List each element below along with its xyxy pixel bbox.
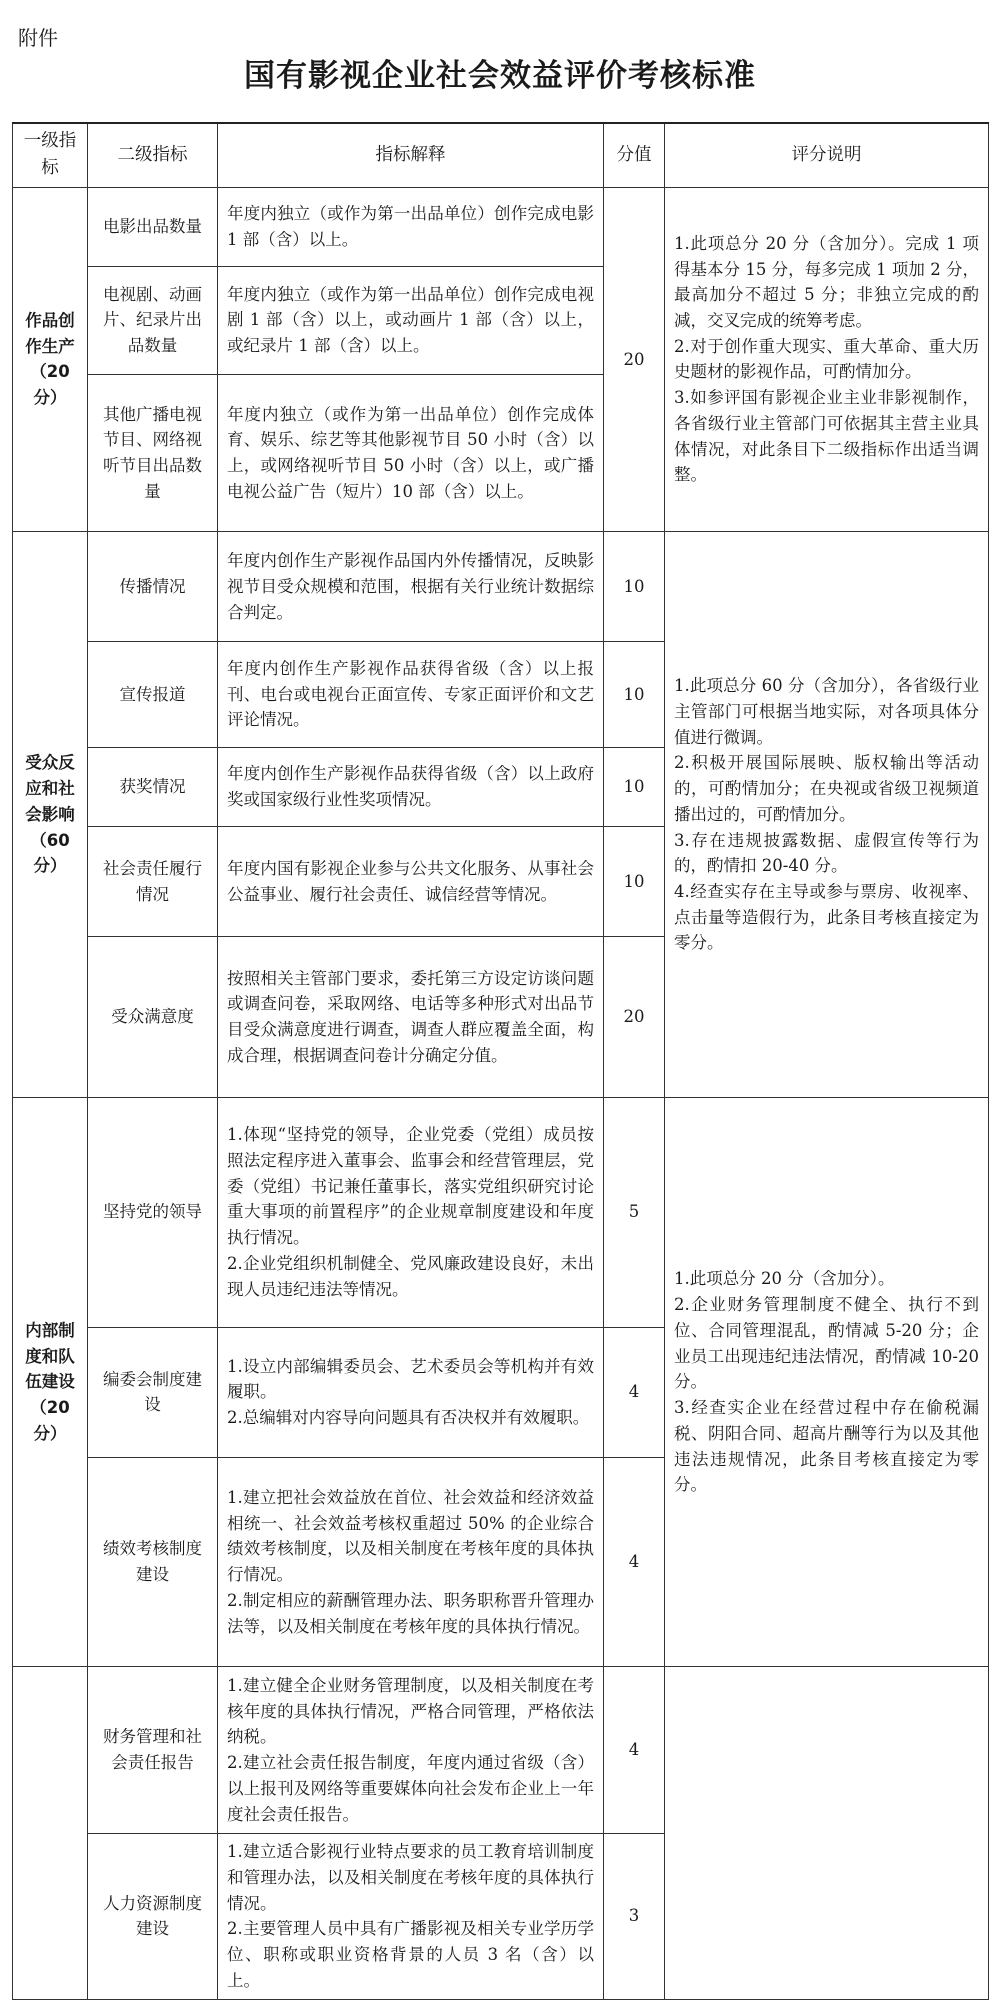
indicator-explanation xyxy=(218,827,604,937)
indicator-name: 其他广播电视节目、网络视听节目出品数量 xyxy=(88,374,218,532)
category-name: 受众反应和社会影响 xyxy=(25,753,75,824)
score-cell: 3 xyxy=(604,1833,665,1999)
scoring-notes-empty xyxy=(665,1667,989,2000)
note-line: 2.对于创作重大现实、重大革命、重大历史题材的影视作品，可酌情加分。 xyxy=(674,336,979,382)
explanation-line: 1.体现“坚持党的领导，企业党委（党组）成员按照法定程序进入董事会、监事会和经营管理层，党委（党组）书记兼任董事长，落实党组织研究讨论重大事项的前置程序”的企业规章制度建设和年度执行情况。 xyxy=(227,1125,594,1248)
score-cell: 5 xyxy=(604,1097,665,1327)
category-score: （20分） xyxy=(30,362,70,408)
note-line: 2.积极开展国际展映、版权输出等活动的，可酌情加分；在央视或省级卫视频道播出过的，可酌情加分。 xyxy=(674,753,979,824)
indicator-explanation xyxy=(218,1667,604,1833)
explanation-line: 年度内创作生产影视作品获得省级（含）以上报刊、电台或电视台正面宣传、专家正面评价和文艺评论情况。 xyxy=(227,659,594,730)
table-row xyxy=(13,187,989,266)
indicator-name: 编委会制度建设 xyxy=(88,1327,218,1457)
explanation-line: 年度内创作生产影视作品国内外传播情况，反映影视节目受众规模和范围，根据有关行业统计数据综合判定。 xyxy=(227,551,594,622)
header-level1: 一级指标 xyxy=(13,123,88,187)
explanation-line: 1.建立把社会效益放在首位、社会效益和经济效益相统一、社会效益考核权重超过 50% 的企业综合绩效考核制度，以及相关制度在考核年度的具体执行情况。 xyxy=(227,1488,594,1585)
indicator-name: 获奖情况 xyxy=(88,748,218,827)
header-row xyxy=(13,123,989,187)
note-line: 1.此项总分 20 分（含加分）。完成 1 项得基本分 15 分，每多完成 1 项加 2 分，最高加分不超过 5 分；非独立完成的酌减，交叉完成的统筹考虑。 xyxy=(674,233,979,331)
indicator-explanation xyxy=(218,532,604,642)
indicator-explanation xyxy=(218,187,604,266)
score-cell: 10 xyxy=(604,532,665,642)
scoring-notes xyxy=(665,532,989,1098)
score-cell: 10 xyxy=(604,827,665,937)
indicator-explanation xyxy=(218,642,604,748)
score-cell: 10 xyxy=(604,642,665,748)
indicator-explanation xyxy=(218,748,604,827)
category-score: （20分） xyxy=(30,1398,70,1443)
category-name: 作品创作生产 xyxy=(25,311,75,356)
header-explanation: 指标解释 xyxy=(218,123,604,187)
indicator-name: 宣传报道 xyxy=(88,642,218,748)
indicator-name: 坚持党的领导 xyxy=(88,1097,218,1327)
score-cell: 4 xyxy=(604,1327,665,1457)
category-cell xyxy=(13,532,88,1098)
indicator-explanation xyxy=(218,1327,604,1457)
note-line: 3.存在违规披露数据、虚假宣传等行为的，酌情扣 20-40 分。 xyxy=(674,830,979,876)
explanation-line: 年度内独立（或作为第一出品单位）创作完成电视剧 1 部（含）以上，或动画片 1 部（含）以上，或纪录片 1 部（含）以上。 xyxy=(227,284,594,356)
document-title: 国有影视企业社会效益评价考核标准 xyxy=(244,58,756,94)
category-score: （60分） xyxy=(30,830,70,876)
indicator-name: 电影出品数量 xyxy=(88,187,218,266)
scoring-notes xyxy=(665,187,989,532)
explanation-line: 1.建立健全企业财务管理制度，以及相关制度在考核年度的具体执行情况，严格合同管理，严格依法纳税。 xyxy=(227,1675,594,1747)
table-row xyxy=(13,1097,989,1327)
note-line: 2.企业财务管理制度不健全、执行不到位、合同管理混乱，酌情减 5-20 分；企业员工出现违纪违法情况，酌情减 10-20 分。 xyxy=(674,1295,979,1392)
explanation-line: 年度内国有影视企业参与公共文化服务、从事社会公益事业、履行社会责任、诚信经营等情况。 xyxy=(227,859,594,904)
indicator-explanation xyxy=(218,1457,604,1667)
indicator-name: 受众满意度 xyxy=(88,937,218,1098)
indicator-explanation xyxy=(218,374,604,532)
note-line: 1.此项总分 60 分（含加分），各省级行业主管部门可根据当地实际，对各项具体分值进行微调。 xyxy=(674,676,979,747)
category-cell xyxy=(13,1097,88,1667)
indicator-name: 电视剧、动画片、纪录片出品数量 xyxy=(88,266,218,374)
explanation-line: 2.主要管理人员中具有广播影视及相关专业学历学位、职称或职业资格背景的人员 3 名（含）以上。 xyxy=(227,1919,594,1990)
score-cell: 20 xyxy=(604,187,665,532)
note-line: 4.经查实存在主导或参与票房、收视率、点击量等造假行为，此条目考核直接定为零分。 xyxy=(674,881,979,953)
explanation-line: 按照相关主管部门要求，委托第三方设定访谈问题或调查问卷，采取网络、电话等多种形式对出品节目受众满意度进行调查，调查人群应覆盖全面，构成合理，根据调查问卷计分确定分值。 xyxy=(227,968,594,1065)
score-cell: 4 xyxy=(604,1457,665,1667)
header-scoring-notes: 评分说明 xyxy=(665,123,989,187)
attachment-label: 附件 xyxy=(18,26,58,50)
indicator-name: 人力资源制度建设 xyxy=(88,1833,218,1999)
evaluation-table xyxy=(12,122,989,2000)
score-cell: 10 xyxy=(604,748,665,827)
note-line: 3.经查实企业在经营过程中存在偷税漏税、阴阳合同、超高片酬等行为以及其他违法违规情况，此条目考核直接定为零分。 xyxy=(674,1398,979,1495)
explanation-line: 年度内独立（或作为第一出品单位）创作完成电影 1 部（含）以上。 xyxy=(227,204,594,249)
table-row xyxy=(13,532,989,642)
explanation-line: 2.建立社会责任报告制度，年度内通过省级（含）以上报刊及网络等重要媒体向社会发布企业上一年度社会责任报告。 xyxy=(227,1753,594,1824)
indicator-name: 社会责任履行情况 xyxy=(88,827,218,937)
header-level2: 二级指标 xyxy=(88,123,218,187)
category-cell xyxy=(13,187,88,532)
score-cell: 4 xyxy=(604,1667,665,1833)
table-row xyxy=(13,1667,989,1833)
note-line: 3.如参评国有影视企业主业非影视制作，各省级行业主管部门可依据其主营主业具体情况，对此条目下二级指标作出适当调整。 xyxy=(674,388,979,485)
score-cell: 20 xyxy=(604,937,665,1098)
indicator-name: 传播情况 xyxy=(88,532,218,642)
indicator-explanation xyxy=(218,937,604,1098)
header-score: 分值 xyxy=(604,123,665,187)
indicator-name: 绩效考核制度建设 xyxy=(88,1457,218,1667)
indicator-name: 财务管理和社会责任报告 xyxy=(88,1667,218,1833)
scoring-notes xyxy=(665,1097,989,1667)
indicator-explanation xyxy=(218,1097,604,1327)
indicator-explanation xyxy=(218,1833,604,1999)
explanation-line: 1.建立适合影视行业特点要求的员工教育培训制度和管理办法，以及相关制度在考核年度的具体执行情况。 xyxy=(227,1842,594,1913)
explanation-line: 年度内独立（或作为第一出品单位）创作完成体育、娱乐、综艺等其他影视节目 50 小时（含）以上，或网络视听节目 50 小时（含）以上，或广播电视公益广告（短片）10 部（含）以上。 xyxy=(227,404,594,501)
explanation-line: 2.企业党组织机制健全、党风廉政建设良好，未出现人员违纪违法等情况。 xyxy=(227,1253,594,1299)
note-line: 1.此项总分 20 分（含加分）。 xyxy=(674,1269,895,1289)
explanation-line: 2.制定相应的薪酬管理办法、职务职称晋升管理办法等，以及相关制度在考核年度的具体执行情况。 xyxy=(227,1590,594,1636)
explanation-line: 2.总编辑对内容导向问题具有否决权并有效履职。 xyxy=(227,1408,590,1428)
explanation-line: 1.设立内部编辑委员会、艺术委员会等机构并有效履职。 xyxy=(227,1356,594,1402)
category-name: 内部制度和队伍建设 xyxy=(25,1320,75,1392)
category-cell-empty xyxy=(13,1667,88,2000)
explanation-line: 年度内创作生产影视作品获得省级（含）以上政府奖或国家级行业性奖项情况。 xyxy=(227,764,594,810)
indicator-explanation xyxy=(218,266,604,374)
